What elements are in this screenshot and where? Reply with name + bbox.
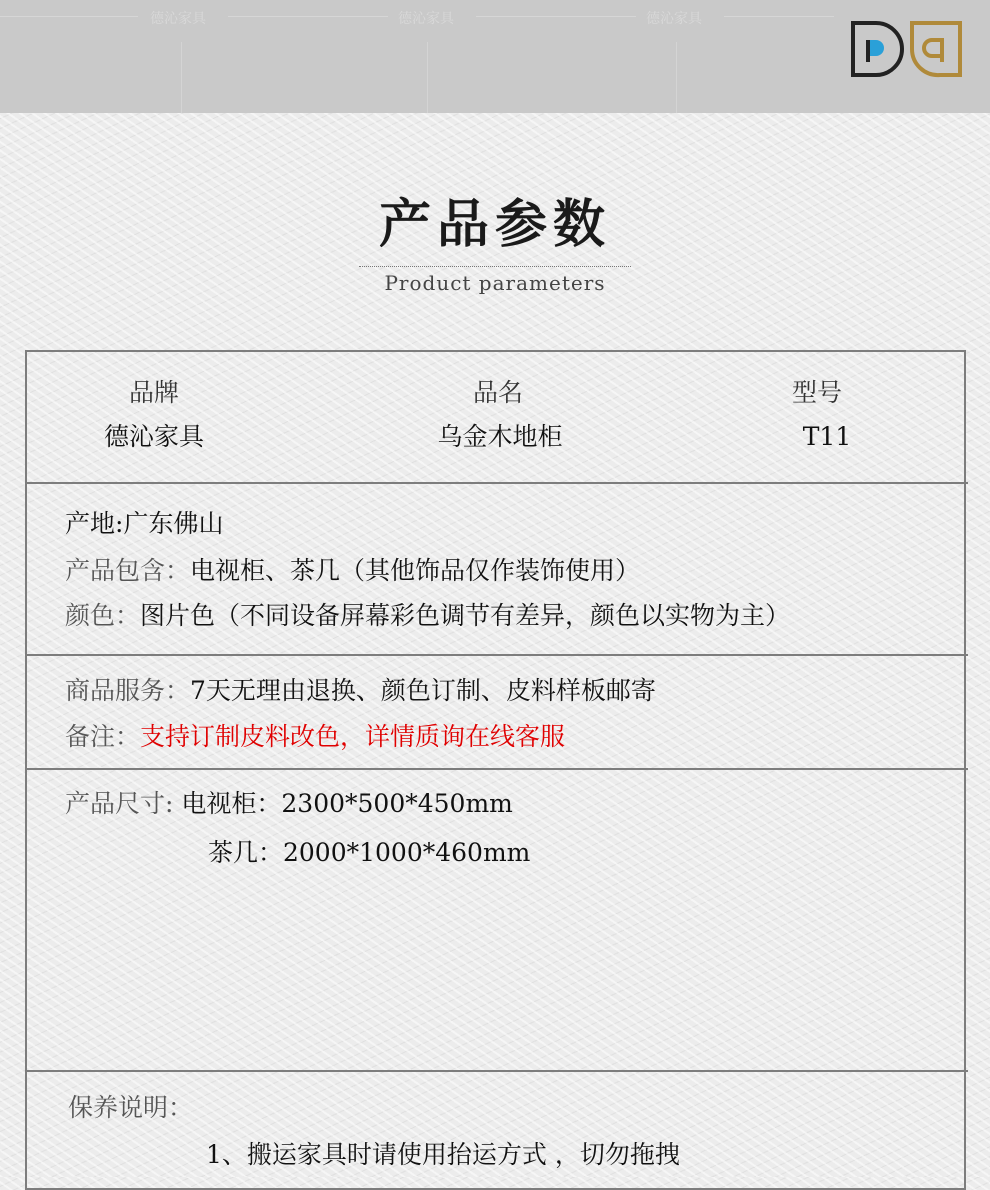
care-row [68,1091,193,1125]
brand-value: 德沁家具 [103,422,204,451]
watermark-text: 德沁家具 [646,11,702,27]
product-name-header: 品名 [472,378,523,407]
watermark-text: 德沁家具 [150,11,206,27]
service-row [65,674,656,708]
watermark-text: 德沁家具 [398,11,454,27]
watermark-line [0,16,138,17]
color-row [65,599,790,633]
service-value: 7天无理由退换、颜色订制、皮料样板邮寄 [190,676,656,705]
brand-logo-icon [850,20,964,80]
row-divider [25,768,968,770]
note-label: 备注： [65,722,141,751]
size-item: 茶几：2000*1000*460mm [208,838,531,867]
watermark-line [724,16,834,17]
origin-label: 产地: [65,509,124,538]
model-header: 型号 [791,378,842,407]
includes-value: 电视柜、茶几（其他饰品仅作装饰使用） [190,556,641,585]
divider [427,42,428,113]
note-value: 支持订制皮料改色，详情质询在线客服 [140,722,566,751]
includes-label: 产品包含： [65,556,191,585]
size-row [65,787,513,821]
size-item-row [208,836,530,870]
includes-row [65,554,640,588]
divider [676,42,677,113]
title-divider [359,266,631,267]
care-item-row [206,1138,680,1172]
page-title: 产品参数 [378,195,611,255]
page-subtitle: Product parameters [384,271,606,295]
care-item: 1、搬运家具时请使用抬运方式 ，切勿拖拽 [206,1140,680,1169]
color-label: 颜色： [65,601,141,630]
brand-header: 品牌 [128,378,179,407]
note-row [65,720,565,754]
size-label: 产品尺寸: [65,789,174,818]
spec-table [25,350,966,1190]
origin-row [65,507,223,541]
watermark-line [476,16,636,17]
row-divider [25,482,968,484]
product-name-value: 乌金木地柜 [437,422,563,451]
care-label: 保养说明： [68,1093,194,1122]
row-divider [25,1070,968,1072]
model-value: T11 [802,422,852,451]
divider [181,42,182,113]
top-banner [0,0,990,113]
size-item: 电视柜：2300*500*450mm [181,789,513,818]
watermark-line [228,16,388,17]
origin-value: 广东佛山 [123,509,224,538]
color-value: 图片色（不同设备屏幕彩色调节有差异，颜色以实物为主） [140,601,791,630]
row-divider [25,654,968,656]
service-label: 商品服务： [65,676,191,705]
section-title [0,190,990,295]
